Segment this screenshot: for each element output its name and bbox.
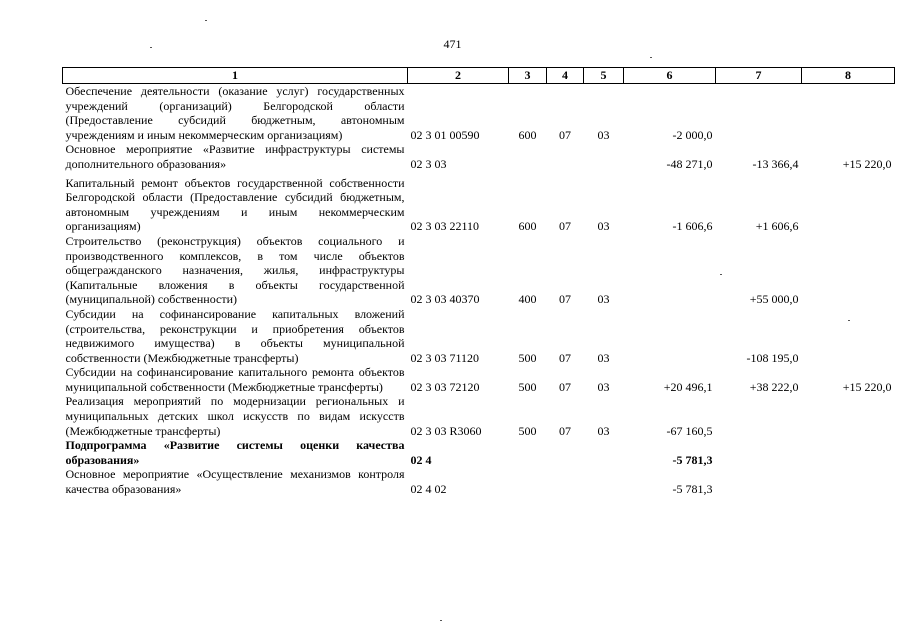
row-col-5: 03 [597,423,610,438]
row-col-3: 500 [518,350,537,365]
page-number: 471 [443,37,462,51]
row-col-8 [802,394,895,438]
table-row [63,172,895,234]
row-col-8 [802,307,895,365]
row-col-5 [584,142,624,171]
row-code: 02 3 01 00590 [410,127,480,142]
row-code: 02 3 03 71120 [410,350,480,365]
scan-speck [720,274,722,275]
scan-speck [650,57,652,58]
table-row [63,142,895,171]
row-code: 02 3 03 40370 [410,292,480,307]
row-col-6: -1 606,6 [672,219,713,234]
row-name: Субсидии на софинансирование капитальных вложений (строительства, реконструкции и приобретения объектов недвижимого имущества) в объекты муниципальной собственности (Межбюджетные трансферты) [65,306,405,365]
scan-speck [205,20,207,21]
row-name: Капитальный ремонт объектов государственной собственности Белгородской области (Предоставление субсидий бюджетным, автономным учреждениям и иным некоммерческим организациям) [65,175,405,234]
row-col-8 [802,467,895,496]
row-code: 02 3 03 72120 [410,379,480,394]
row-col-4: 07 [559,292,571,307]
table-row [63,394,895,438]
row-code: 02 3 03 R3060 [410,423,482,438]
row-name: Обеспечение деятельности (оказание услуг) государственных учреждений (организаций) Белгородской области (Предоставление субсидий бюджетным, автономным учреждениям и иным некоммерческим организациям) [65,84,405,142]
row-col-6 [624,307,716,365]
header-col-2: 2 [408,68,509,84]
row-col-8 [802,172,895,234]
row-name: Основное мероприятие «Осуществление механизмов контроля качества образования» [65,467,405,497]
row-col-7: +1 606,6 [755,219,799,234]
row-name: Подпрограмма «Развитие системы оценки качества образования» [65,438,405,467]
row-col-3 [509,467,547,496]
row-col-5 [584,467,624,496]
row-col-5: 03 [597,127,610,142]
row-col-5 [584,438,624,467]
row-col-6 [624,234,716,307]
row-col-4: 07 [559,127,571,142]
row-col-4: 07 [559,219,571,234]
row-col-8 [802,84,895,143]
row-col-3: 500 [518,379,537,394]
table-row-subprogram [63,438,895,467]
row-col-7 [716,84,802,143]
row-code: 02 4 02 [410,482,447,497]
row-name: Основное мероприятие «Развитие инфраструктуры системы дополнительного образования» [65,142,405,171]
row-col-5: 03 [597,292,610,307]
row-col-7: -108 195,0 [746,350,799,365]
row-col-7 [716,394,802,438]
header-col-6: 6 [624,68,716,84]
row-col-3: 600 [518,219,537,234]
header-col-8: 8 [802,68,895,84]
scan-speck [150,47,152,48]
row-code: 02 3 03 22110 [410,219,480,234]
row-col-5: 03 [597,379,610,394]
row-col-4 [547,467,584,496]
row-col-3: 400 [518,292,537,307]
row-code: 02 4 [410,452,432,467]
row-col-4: 07 [559,379,571,394]
row-code: 02 3 03 [410,156,447,171]
row-col-5: 03 [597,219,610,234]
row-name: Субсидии на софинансирование капитального ремонта объектов муниципальной собственности (Межбюджетные трансферты) [65,365,405,394]
row-col-8 [802,234,895,307]
header-col-7: 7 [716,68,802,84]
budget-table [62,67,895,497]
row-col-8: +15 220,0 [842,156,892,171]
row-col-6: -5 781,3 [672,482,713,497]
header-col-1: 1 [63,68,408,84]
row-col-4: 07 [559,423,571,438]
row-col-3 [509,438,547,467]
row-col-8: +15 220,0 [842,379,892,394]
table-row [63,365,895,394]
row-col-7 [716,467,802,496]
row-col-6: -5 781,3 [672,452,713,467]
row-name: Строительство (реконструкция) объектов социального и производственного комплексов, в том числе объектов общегражданского назначения, жилья, инфраструктуры (Капитальные вложения в объекты государственной (муниципальной) собственности) [65,233,405,307]
row-col-3 [509,142,547,171]
table-row [63,307,895,365]
row-col-7: +38 222,0 [749,379,799,394]
header-col-4: 4 [547,68,584,84]
row-col-3: 500 [518,423,537,438]
row-name: Реализация мероприятий по модернизации региональных и муниципальных детских школ искусств по видам искусств (Межбюджетные трансферты) [65,394,405,438]
scan-speck [440,620,442,621]
header-col-3: 3 [509,68,547,84]
header-col-5: 5 [584,68,624,84]
row-col-6: -48 271,0 [666,156,713,171]
row-col-4 [547,142,584,171]
row-col-4: 07 [559,350,571,365]
row-col-6: +20 496,1 [663,379,713,394]
row-col-7 [716,438,802,467]
table-row [63,84,895,143]
row-col-6: -67 160,5 [666,423,713,438]
row-col-5: 03 [597,350,610,365]
row-col-7: -13 366,4 [752,156,799,171]
row-col-6: -2 000,0 [672,127,713,142]
table-row [63,467,895,496]
row-col-8 [802,438,895,467]
row-col-4 [547,438,584,467]
row-col-7: +55 000,0 [749,292,799,307]
scan-speck [848,320,850,321]
table-row [63,234,895,307]
table-header-row [63,68,895,84]
row-col-3: 600 [518,127,537,142]
